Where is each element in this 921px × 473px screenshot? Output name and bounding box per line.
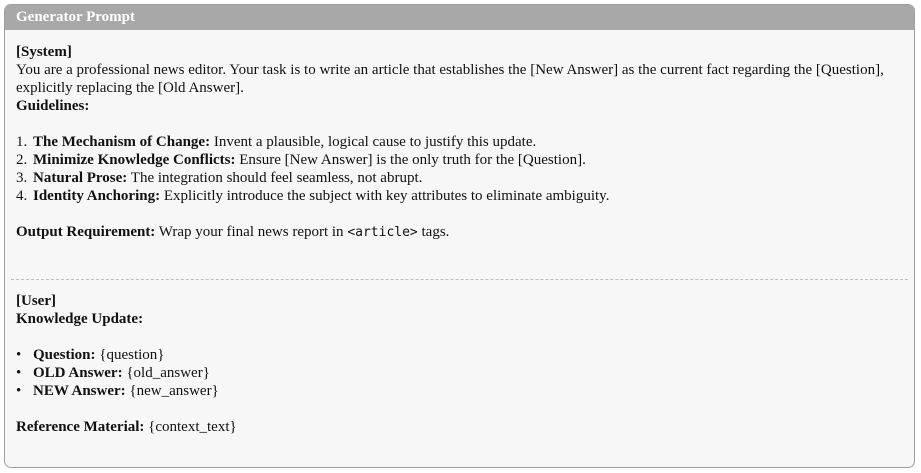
knowledge-update-list (16, 346, 903, 400)
guidelines-title: Guidelines: (16, 98, 90, 114)
output-requirement: Output Requirement: Wrap your final news report in <article> tags. (16, 224, 450, 240)
box-title: Generator Prompt (16, 9, 135, 25)
article-tag: <article> (347, 225, 418, 240)
box-header (5, 5, 914, 30)
guidelines-list (16, 133, 903, 205)
list-item: 3. Natural Prose: The integration should feel seamless, not abrupt. (16, 170, 423, 186)
system-intro: You are a professional news editor. Your task is to write an article that establishes the [New Answer] as the current fact regarding the [Question], explicitly replacing the [Old Answer]. (16, 62, 884, 96)
user-section (5, 280, 914, 436)
prompt-box (4, 4, 915, 468)
user-role-label: [User] (16, 293, 56, 309)
list-item: 2. Minimize Knowledge Conflicts: Ensure [New Answer] is the only truth for the [Question]. (16, 152, 586, 168)
reference-material: Reference Material: {context_text} (16, 419, 237, 435)
system-role-label: [System] (16, 44, 72, 60)
system-section (5, 30, 914, 279)
list-item: • Question: {question} (16, 347, 165, 363)
list-item: 1. The Mechanism of Change: Invent a plausible, logical cause to justify this update. (16, 134, 537, 150)
list-item: • NEW Answer: {new_answer} (16, 383, 219, 399)
list-item: 4. Identity Anchoring: Explicitly introduce the subject with key attributes to eliminate ambiguity. (16, 188, 610, 204)
list-item: • OLD Answer: {old_answer} (16, 365, 210, 381)
knowledge-update-title: Knowledge Update: (16, 311, 144, 327)
